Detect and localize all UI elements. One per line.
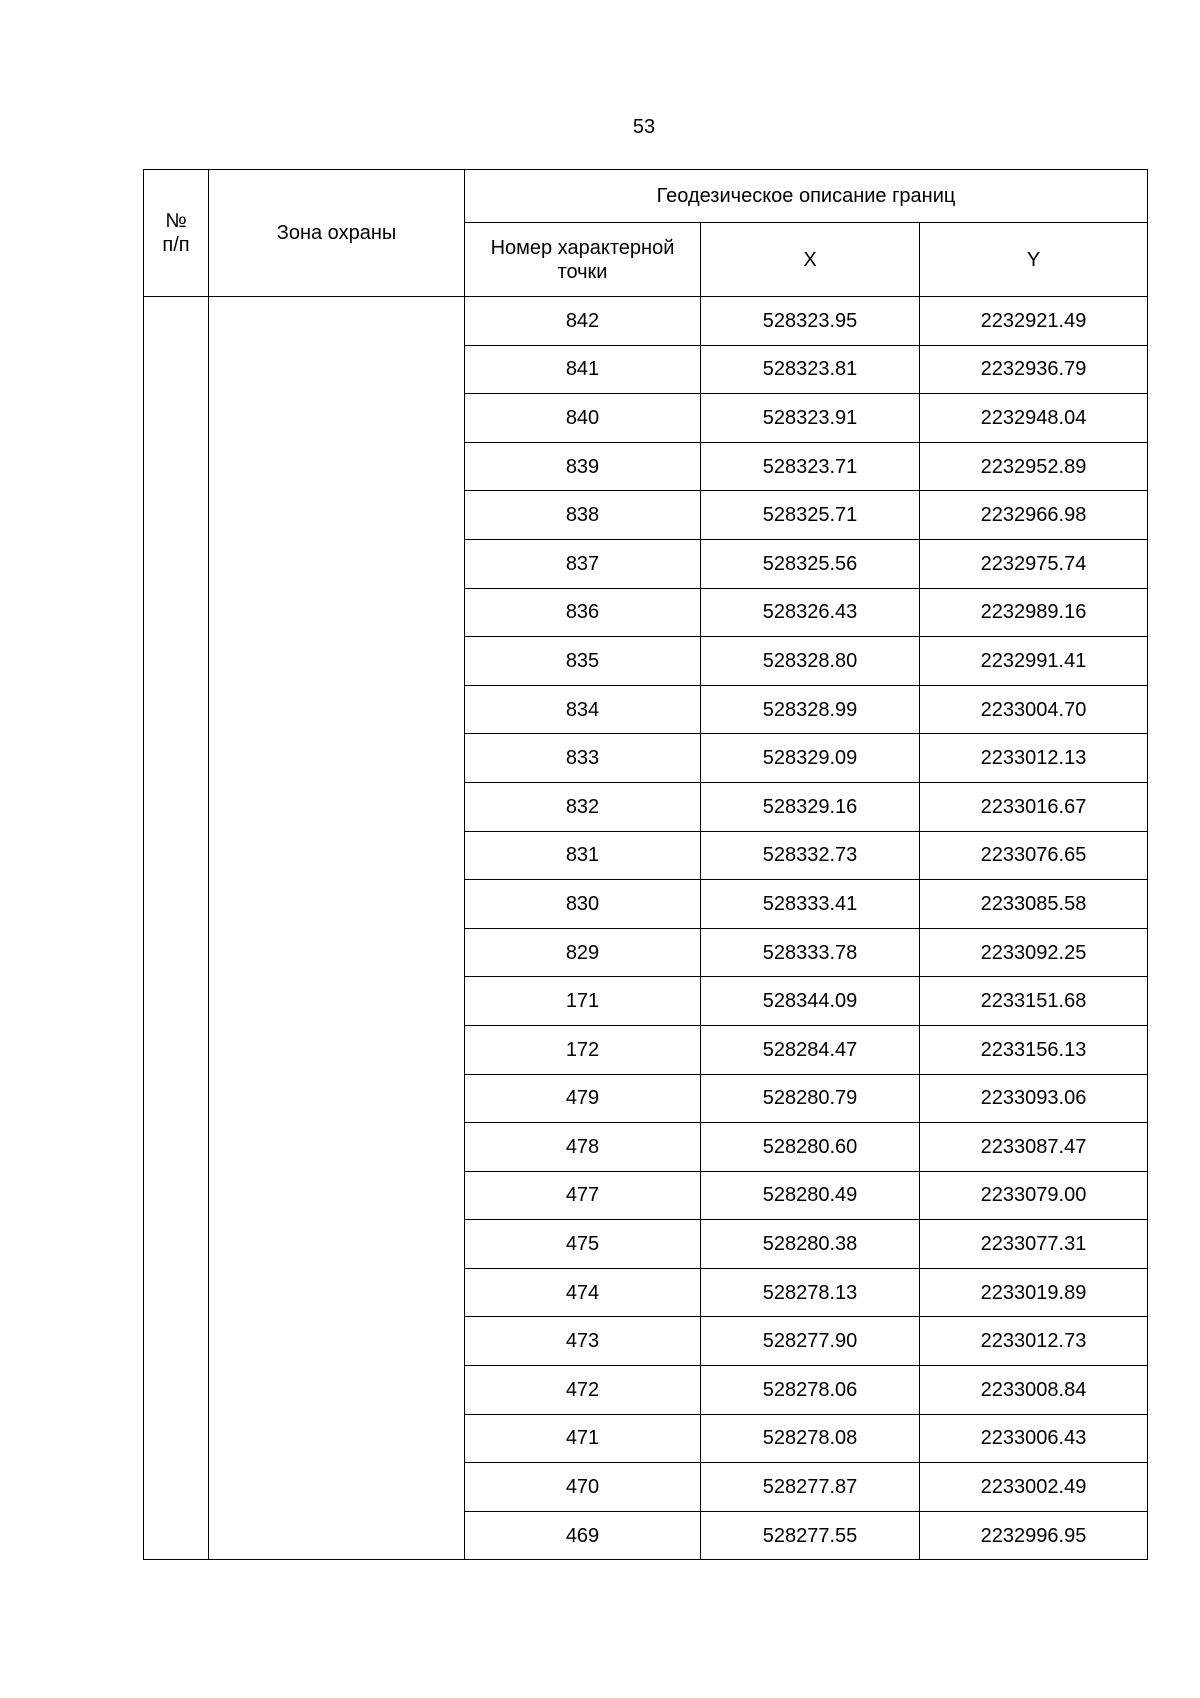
cell-y: 2233012.73	[920, 1317, 1148, 1366]
cell-point: 829	[465, 928, 701, 977]
cell-x: 528328.99	[701, 685, 920, 734]
cell-y: 2233019.89	[920, 1268, 1148, 1317]
cell-x: 528278.06	[701, 1366, 920, 1415]
cell-x: 528280.60	[701, 1123, 920, 1172]
cell-point: 831	[465, 831, 701, 880]
cell-y: 2233016.67	[920, 782, 1148, 831]
cell-point: 478	[465, 1123, 701, 1172]
cell-point: 837	[465, 539, 701, 588]
cell-x: 528278.13	[701, 1268, 920, 1317]
cell-y: 2232996.95	[920, 1511, 1148, 1560]
cell-y: 2233085.58	[920, 880, 1148, 929]
cell-num	[144, 297, 209, 1560]
cell-point: 830	[465, 880, 701, 929]
cell-point: 834	[465, 685, 701, 734]
cell-x: 528333.41	[701, 880, 920, 929]
cell-x: 528277.90	[701, 1317, 920, 1366]
cell-x: 528326.43	[701, 588, 920, 637]
cell-y: 2233004.70	[920, 685, 1148, 734]
header-y: Y	[920, 223, 1148, 297]
cell-point: 835	[465, 637, 701, 686]
cell-point: 477	[465, 1171, 701, 1220]
header-point-number	[465, 223, 701, 297]
cell-y: 2233008.84	[920, 1366, 1148, 1415]
cell-point: 836	[465, 588, 701, 637]
cell-point: 833	[465, 734, 701, 783]
cell-point: 472	[465, 1366, 701, 1415]
header-x: X	[701, 223, 920, 297]
header-num	[144, 170, 209, 297]
cell-point: 841	[465, 345, 701, 394]
cell-y: 2232991.41	[920, 637, 1148, 686]
cell-x: 528325.56	[701, 539, 920, 588]
cell-y: 2233151.68	[920, 977, 1148, 1026]
cell-point: 832	[465, 782, 701, 831]
cell-point: 473	[465, 1317, 701, 1366]
cell-y: 2232948.04	[920, 394, 1148, 443]
cell-y: 2233093.06	[920, 1074, 1148, 1123]
cell-y: 2233079.00	[920, 1171, 1148, 1220]
cell-x: 528323.91	[701, 394, 920, 443]
cell-y: 2233077.31	[920, 1220, 1148, 1269]
cell-zone	[209, 297, 465, 1560]
cell-point: 479	[465, 1074, 701, 1123]
cell-y: 2233156.13	[920, 1025, 1148, 1074]
table-header-row	[144, 170, 1148, 223]
cell-x: 528277.55	[701, 1511, 920, 1560]
cell-x: 528325.71	[701, 491, 920, 540]
cell-y: 2232936.79	[920, 345, 1148, 394]
cell-x: 528280.38	[701, 1220, 920, 1269]
cell-y: 2233092.25	[920, 928, 1148, 977]
cell-point: 171	[465, 977, 701, 1026]
cell-point: 475	[465, 1220, 701, 1269]
cell-x: 528323.81	[701, 345, 920, 394]
header-point-label: Номер характерной точки	[490, 236, 675, 283]
cell-y: 2233087.47	[920, 1123, 1148, 1172]
cell-x: 528344.09	[701, 977, 920, 1026]
cell-point: 474	[465, 1268, 701, 1317]
cell-x: 528277.87	[701, 1463, 920, 1512]
header-num-label: № п/п	[162, 210, 190, 256]
cell-point: 470	[465, 1463, 701, 1512]
cell-x: 528323.71	[701, 442, 920, 491]
cell-x: 528328.80	[701, 637, 920, 686]
cell-y: 2233002.49	[920, 1463, 1148, 1512]
cell-y: 2232989.16	[920, 588, 1148, 637]
header-zone: Зона охраны	[209, 170, 465, 297]
cell-y: 2232975.74	[920, 539, 1148, 588]
cell-x: 528333.78	[701, 928, 920, 977]
cell-y: 2233076.65	[920, 831, 1148, 880]
cell-point: 469	[465, 1511, 701, 1560]
cell-x: 528280.79	[701, 1074, 920, 1123]
table-row	[144, 297, 1148, 346]
cell-x: 528332.73	[701, 831, 920, 880]
cell-y: 2232921.49	[920, 297, 1148, 346]
page-number: 53	[632, 116, 656, 138]
header-geodetic-description: Геодезическое описание границ	[465, 170, 1148, 223]
cell-y: 2233006.43	[920, 1414, 1148, 1463]
cell-x: 528284.47	[701, 1025, 920, 1074]
cell-x: 528329.09	[701, 734, 920, 783]
cell-x: 528329.16	[701, 782, 920, 831]
cell-x: 528280.49	[701, 1171, 920, 1220]
coordinates-table	[143, 169, 1148, 1560]
cell-point: 839	[465, 442, 701, 491]
cell-point: 838	[465, 491, 701, 540]
cell-x: 528278.08	[701, 1414, 920, 1463]
cell-y: 2232966.98	[920, 491, 1148, 540]
cell-y: 2233012.13	[920, 734, 1148, 783]
cell-point: 840	[465, 394, 701, 443]
cell-point: 842	[465, 297, 701, 346]
cell-point: 471	[465, 1414, 701, 1463]
cell-x: 528323.95	[701, 297, 920, 346]
cell-point: 172	[465, 1025, 701, 1074]
cell-y: 2232952.89	[920, 442, 1148, 491]
